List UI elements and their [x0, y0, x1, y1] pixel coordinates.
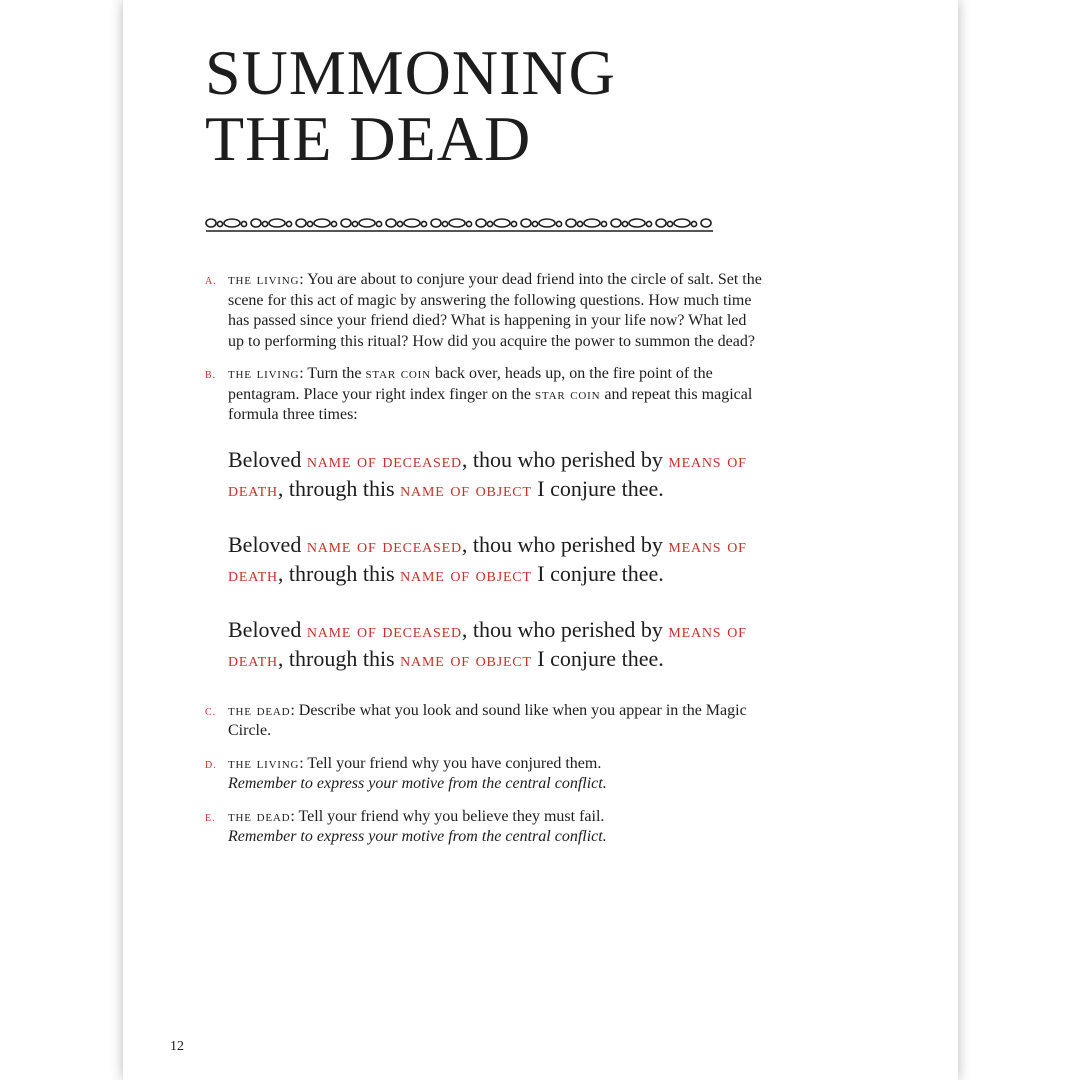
step-c: C. the dead: Describe what you look and sound like when you appear in the Magic Circle.	[205, 701, 747, 739]
placeholder-name-of-object: name of object	[400, 648, 532, 671]
star-coin-term: star coin	[365, 365, 431, 382]
step-d: D. the living: Tell your friend why you have conjured them. Remember to express your motive from the central conflict.	[205, 754, 765, 795]
role-label: the living	[228, 271, 300, 288]
placeholder-name-of-deceased: name of deceased	[306, 619, 462, 642]
page-title	[205, 37, 616, 174]
incantation-verse: Beloved name of deceased, thou who perished by means of death, through this name of object I conjure thee.	[228, 446, 747, 501]
step-text: and repeat this magical formula three times:	[228, 385, 753, 423]
placeholder-means-of-death: means of death	[228, 619, 747, 671]
step-marker: D.	[205, 759, 217, 771]
placeholder-name-of-object: name of object	[400, 478, 532, 501]
step-marker: E.	[205, 812, 216, 824]
step-marker: B.	[205, 370, 217, 381]
placeholder-means-of-death: means of death	[228, 534, 747, 586]
step-a: A. the living: You are about to conjure your dead friend into the circle of salt. Set the scene for this act of magic by answering the following questions. How much time has passed since your friend died? What is happening in your life now? What led up to performing this ritual? How did you acquire the power to summon the dead?	[205, 271, 762, 350]
page-number: 12	[170, 1039, 184, 1054]
step-marker: C.	[205, 706, 217, 718]
title-line-2: THE DEAD	[205, 103, 532, 174]
step-text: Tell your friend why you have conjured them.	[307, 754, 602, 772]
ritual-steps	[205, 270, 765, 860]
step-e: E. the dead: Tell your friend why you believe they must fail. Remember to express your motive from the central conflict.	[205, 807, 765, 848]
placeholder-name-of-deceased: name of deceased	[306, 449, 462, 472]
incantation-verse: Beloved name of deceased, thou who perished by means of death, through this name of object I conjure thee.	[228, 616, 747, 671]
role-label: the dead	[228, 701, 291, 719]
incantation	[228, 446, 765, 674]
step-text: Describe what you look and sound like when you appear in the Magic Circle.	[228, 701, 747, 739]
incantation-verse: Beloved name of deceased, thou who perished by means of death, through this name of object I conjure thee.	[228, 531, 747, 586]
star-coin-term: star coin	[535, 385, 601, 403]
role-label: the dead	[228, 807, 291, 825]
step-text: You are about to conjure your dead friend into the circle of salt. Set the scene for this act of magic by answering the following questions. How much time has passed since your friend died? What is happening in your life now? What led up to performing this ritual? How did you acquire the power to summon the dead?	[228, 271, 762, 350]
placeholder-means-of-death: means of death	[228, 449, 747, 501]
step-note: Remember to express your motive from the central conflict.	[228, 828, 607, 845]
book-page	[123, 0, 958, 1080]
title-line-1: SUMMONING	[205, 37, 616, 108]
placeholder-name-of-object: name of object	[400, 563, 532, 586]
step-b: B. the living: Turn the star coin back over, heads up, on the fire point of the pentagram. Place your right index finger on the star coin and repeat this magical formula three times:	[205, 365, 753, 423]
step-text: back over, heads up, on the fire point of the pentagram. Place your right index finger on the	[228, 365, 713, 403]
ornamental-divider	[205, 216, 727, 234]
placeholder-name-of-deceased: name of deceased	[306, 534, 462, 557]
step-marker: A.	[205, 276, 217, 287]
step-text: Tell your friend why you believe they must fail.	[298, 807, 605, 825]
role-label: the living	[228, 365, 300, 382]
role-label: the living	[228, 754, 300, 772]
step-note: Remember to express your motive from the central conflict.	[228, 775, 607, 792]
step-text: Turn the	[307, 365, 366, 382]
